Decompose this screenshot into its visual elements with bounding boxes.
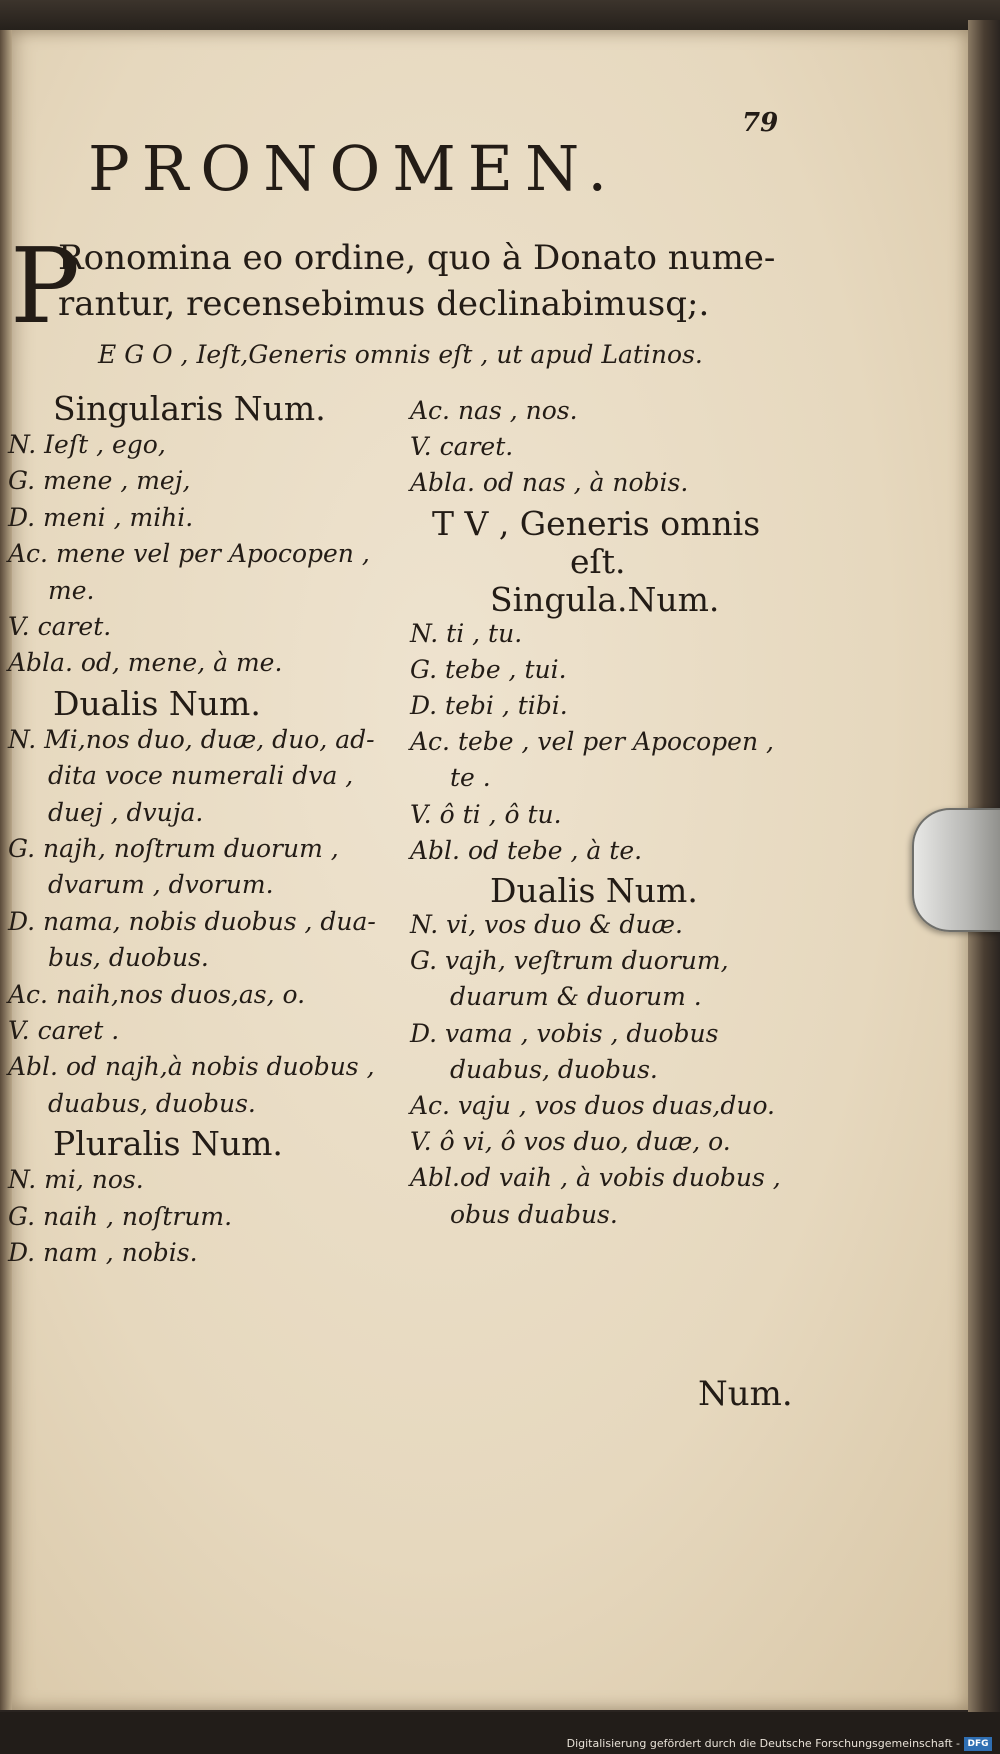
digitization-credit: Digitalisierung gefördert durch die Deutsche Forschungsgemeinschaft - <box>566 1737 960 1750</box>
metal-clasp <box>912 808 1000 932</box>
declension-line: dita voce numerali dva , <box>48 761 354 791</box>
declension-line: N. mi, nos. <box>8 1165 144 1195</box>
declension-line: G. vajh, veſtrum duorum, <box>410 946 729 976</box>
declension-line: duarum & duorum . <box>450 982 702 1012</box>
declension-line: duabus, duobus. <box>48 1088 256 1118</box>
dfg-logo: DFG <box>964 1737 992 1751</box>
declension-line: duej , dvuja. <box>48 797 204 827</box>
declension-line: me. <box>48 575 95 605</box>
bottom-band <box>0 1712 1000 1754</box>
declension-line: Abla. od nas , à nobis. <box>410 468 689 498</box>
ego-heading: E G O , Ieſt,Generis omnis eſt , ut apud Latinos. <box>98 340 703 369</box>
declension-line: Abl. od najh,à nobis duobus , <box>8 1052 375 1082</box>
column-heading: Singularis Num. <box>53 389 326 428</box>
declension-line: dvarum , dvorum. <box>48 870 274 900</box>
column-heading: Dualis Num. <box>490 871 698 910</box>
declension-line: G. najh, noſtrum duorum , <box>8 834 339 863</box>
declension-line: N. vi, vos duo & duæ. <box>410 910 683 939</box>
page-number: 79 <box>742 108 779 138</box>
column-heading: Singula.Num. <box>490 579 720 619</box>
declension-line: G. naih , noſtrum. <box>8 1201 233 1231</box>
declension-line: V. caret. <box>410 432 514 462</box>
declension-line: D. vama , vobis , duobus <box>410 1018 719 1048</box>
declension-line: G. tebe , tui. <box>410 654 567 684</box>
declension-line: V. ô vi, ô vos duo, duæ, o. <box>410 1127 731 1157</box>
catchword: Num. <box>698 1374 793 1414</box>
declension-line: N. ti , tu. <box>410 618 523 648</box>
declension-line: V. caret . <box>8 1016 120 1045</box>
declension-line: D. nama, nobis duobus , dua- <box>8 906 376 936</box>
intro-line-2: rantur, recensebimus declinabimusq;. <box>58 284 710 324</box>
declension-line: V. caret. <box>8 612 112 641</box>
declension-line: Abl.od vaih , à vobis duobus , <box>410 1163 781 1193</box>
declension-line: Abla. od, mene, à me. <box>8 648 283 678</box>
declension-line: G. mene , mej, <box>8 466 191 496</box>
intro-line-1: Ronomina eo ordine, quo à Donato nume- <box>58 238 776 278</box>
declension-line: D. nam , nobis. <box>8 1238 198 1267</box>
declension-line: D. tebi , tibi. <box>410 691 568 720</box>
declension-line: V. ô ti , ô tu. <box>410 799 562 829</box>
drop-cap: P <box>10 225 80 347</box>
declension-line: Abl. od tebe , à te. <box>410 835 643 865</box>
column-heading: Pluralis Num. <box>53 1124 283 1164</box>
declension-line: D. meni , mihi. <box>8 502 194 532</box>
declension-line: obus duabus. <box>450 1199 618 1229</box>
column-heading: eſt. <box>570 541 626 581</box>
declension-line: N. Mi,nos duo, duæ, duo, ad- <box>8 724 375 754</box>
declension-line: Ac. nas , nos. <box>410 396 578 425</box>
declension-line: N. Ieſt , ego, <box>8 430 166 459</box>
declension-line: Ac. naih,nos duos,as, o. <box>8 979 306 1009</box>
declension-line: Ac. vaju , vos duos duas,duo. <box>410 1091 776 1120</box>
declension-line: te . <box>450 763 491 793</box>
declension-line: duabus, duobus. <box>450 1054 658 1084</box>
column-heading: T V , Generis omnis <box>432 503 761 543</box>
declension-line: Ac. tebe , vel per Apocopen , <box>410 727 774 757</box>
declension-line: Ac. mene vel per Apocopen , <box>8 539 370 569</box>
declension-line: bus, duobus. <box>48 943 209 973</box>
running-title: PRONOMEN. <box>88 132 620 205</box>
column-heading: Dualis Num. <box>53 683 261 723</box>
